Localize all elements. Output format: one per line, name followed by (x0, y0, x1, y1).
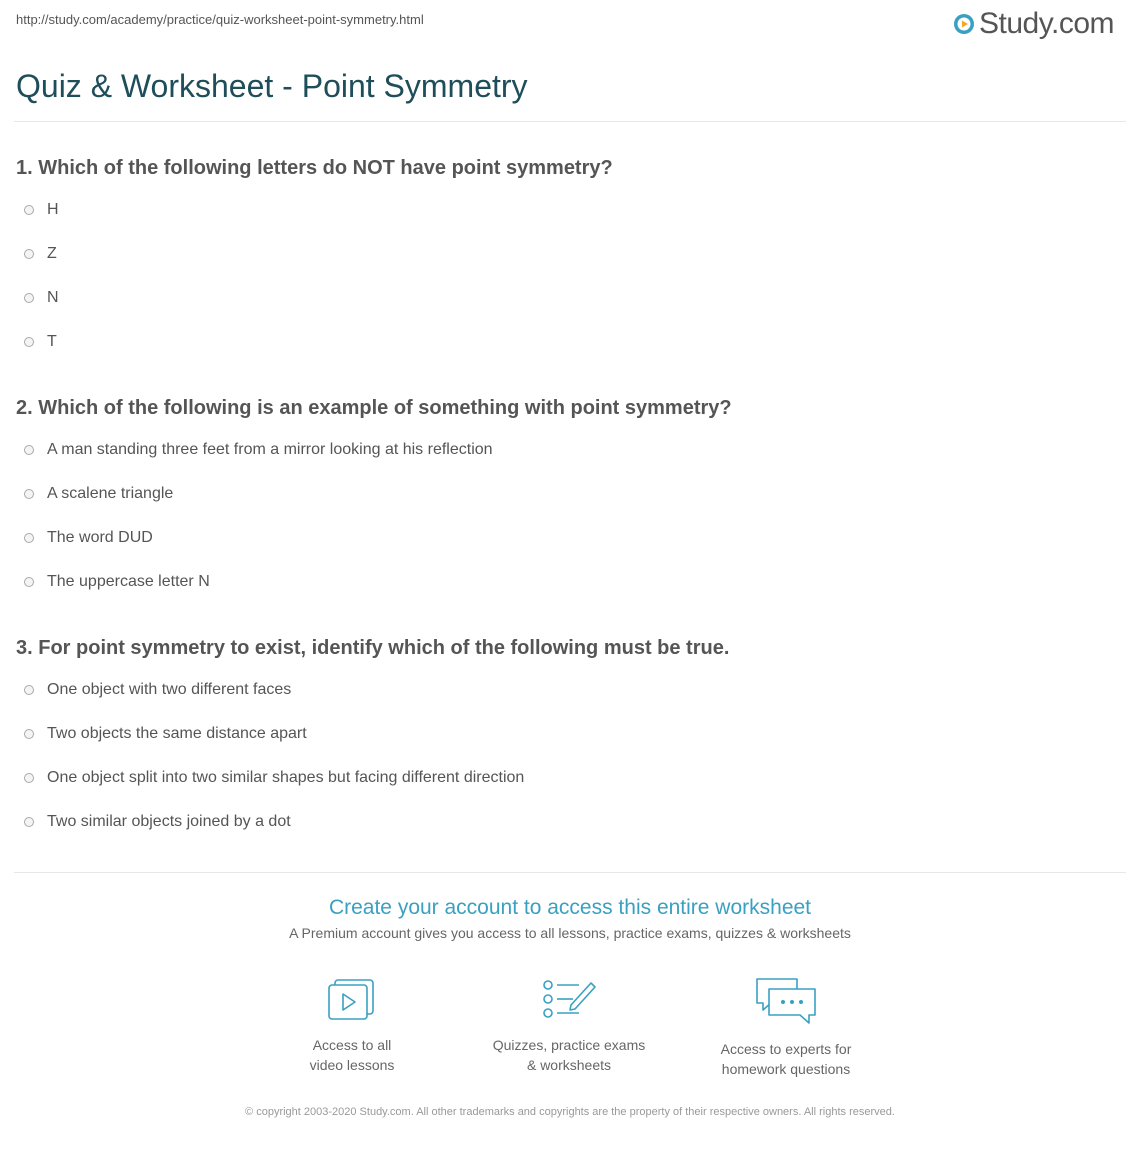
answer-label: The word DUD (47, 529, 153, 546)
cta-subtitle: A Premium account gives you access to all lessons, practice exams, quizzes & worksheets (289, 925, 851, 941)
radio-button[interactable] (24, 337, 34, 347)
study-logo[interactable] (953, 7, 1114, 41)
question-2 (16, 396, 1116, 604)
answer-option[interactable] (16, 232, 1116, 276)
feature-video-lessons (252, 975, 452, 1075)
radio-button[interactable] (24, 205, 34, 215)
answer-option[interactable] (16, 428, 1116, 472)
radio-button[interactable] (24, 773, 34, 783)
answer-label: One object split into two similar shapes but facing different direction (47, 769, 525, 786)
signup-cta (0, 894, 1140, 941)
answer-option[interactable] (16, 320, 1116, 364)
answer-label: N (47, 289, 59, 306)
cta-title-link[interactable]: Create your account to access this entire worksheet (328, 896, 812, 919)
answer-label: Two similar objects joined by a dot (47, 813, 291, 830)
answer-options (16, 188, 1116, 364)
answer-option[interactable] (16, 668, 1116, 712)
title-divider (14, 121, 1126, 122)
feature-label: Access to all video lessons (309, 1037, 395, 1073)
radio-button[interactable] (24, 249, 34, 259)
top-bar (0, 0, 1140, 50)
answer-label: A man standing three feet from a mirror looking at his reflection (47, 441, 493, 458)
answer-options (16, 428, 1116, 604)
answer-option[interactable] (16, 472, 1116, 516)
answer-label: Two objects the same distance apart (47, 725, 307, 742)
page-url[interactable]: http://study.com/academy/practice/quiz-worksheet-point-symmetry.html (16, 12, 424, 27)
radio-button[interactable] (24, 445, 34, 455)
answer-option[interactable] (16, 756, 1116, 800)
feature-label: Quizzes, practice exams & worksheets (492, 1037, 646, 1073)
question-text: 2. Which of the following is an example of something with point symmetry? (16, 397, 732, 419)
answer-option[interactable] (16, 276, 1116, 320)
radio-button[interactable] (24, 293, 34, 303)
question-3 (16, 636, 1116, 844)
video-lesson-icon (325, 975, 379, 1023)
answer-label: H (47, 201, 59, 218)
chat-bubbles-icon (753, 975, 819, 1027)
feature-quizzes (469, 975, 669, 1075)
answer-option[interactable] (16, 800, 1116, 844)
page-title: Quiz & Worksheet - Point Symmetry (16, 68, 528, 104)
radio-button[interactable] (24, 577, 34, 587)
quiz-checklist-icon (539, 975, 599, 1023)
answer-label: T (47, 333, 57, 350)
copyright-notice: © copyright 2003-2020 Study.com. All other trademarks and copyrights are the property of their respective owners. All rights reserved. (245, 1106, 895, 1118)
answer-label: The uppercase letter N (47, 573, 210, 590)
radio-button[interactable] (24, 489, 34, 499)
feature-label: Access to experts for homework questions (720, 1041, 852, 1077)
radio-button[interactable] (24, 729, 34, 739)
answer-options (16, 668, 1116, 844)
logo-text: Study.com (979, 7, 1114, 40)
radio-button[interactable] (24, 533, 34, 543)
radio-button[interactable] (24, 817, 34, 827)
answer-option[interactable] (16, 516, 1116, 560)
answer-option[interactable] (16, 712, 1116, 756)
answer-label: Z (47, 245, 57, 262)
question-text: 1. Which of the following letters do NOT have point symmetry? (16, 157, 613, 179)
answer-option[interactable] (16, 188, 1116, 232)
question-1 (16, 156, 1116, 364)
radio-button[interactable] (24, 685, 34, 695)
play-logo-icon (953, 13, 975, 35)
answer-label: One object with two different faces (47, 681, 292, 698)
content-divider (14, 872, 1126, 873)
answer-option[interactable] (16, 560, 1116, 604)
answer-label: A scalene triangle (47, 485, 174, 502)
feature-experts (686, 975, 886, 1079)
question-text: 3. For point symmetry to exist, identify which of the following must be true. (16, 637, 730, 659)
